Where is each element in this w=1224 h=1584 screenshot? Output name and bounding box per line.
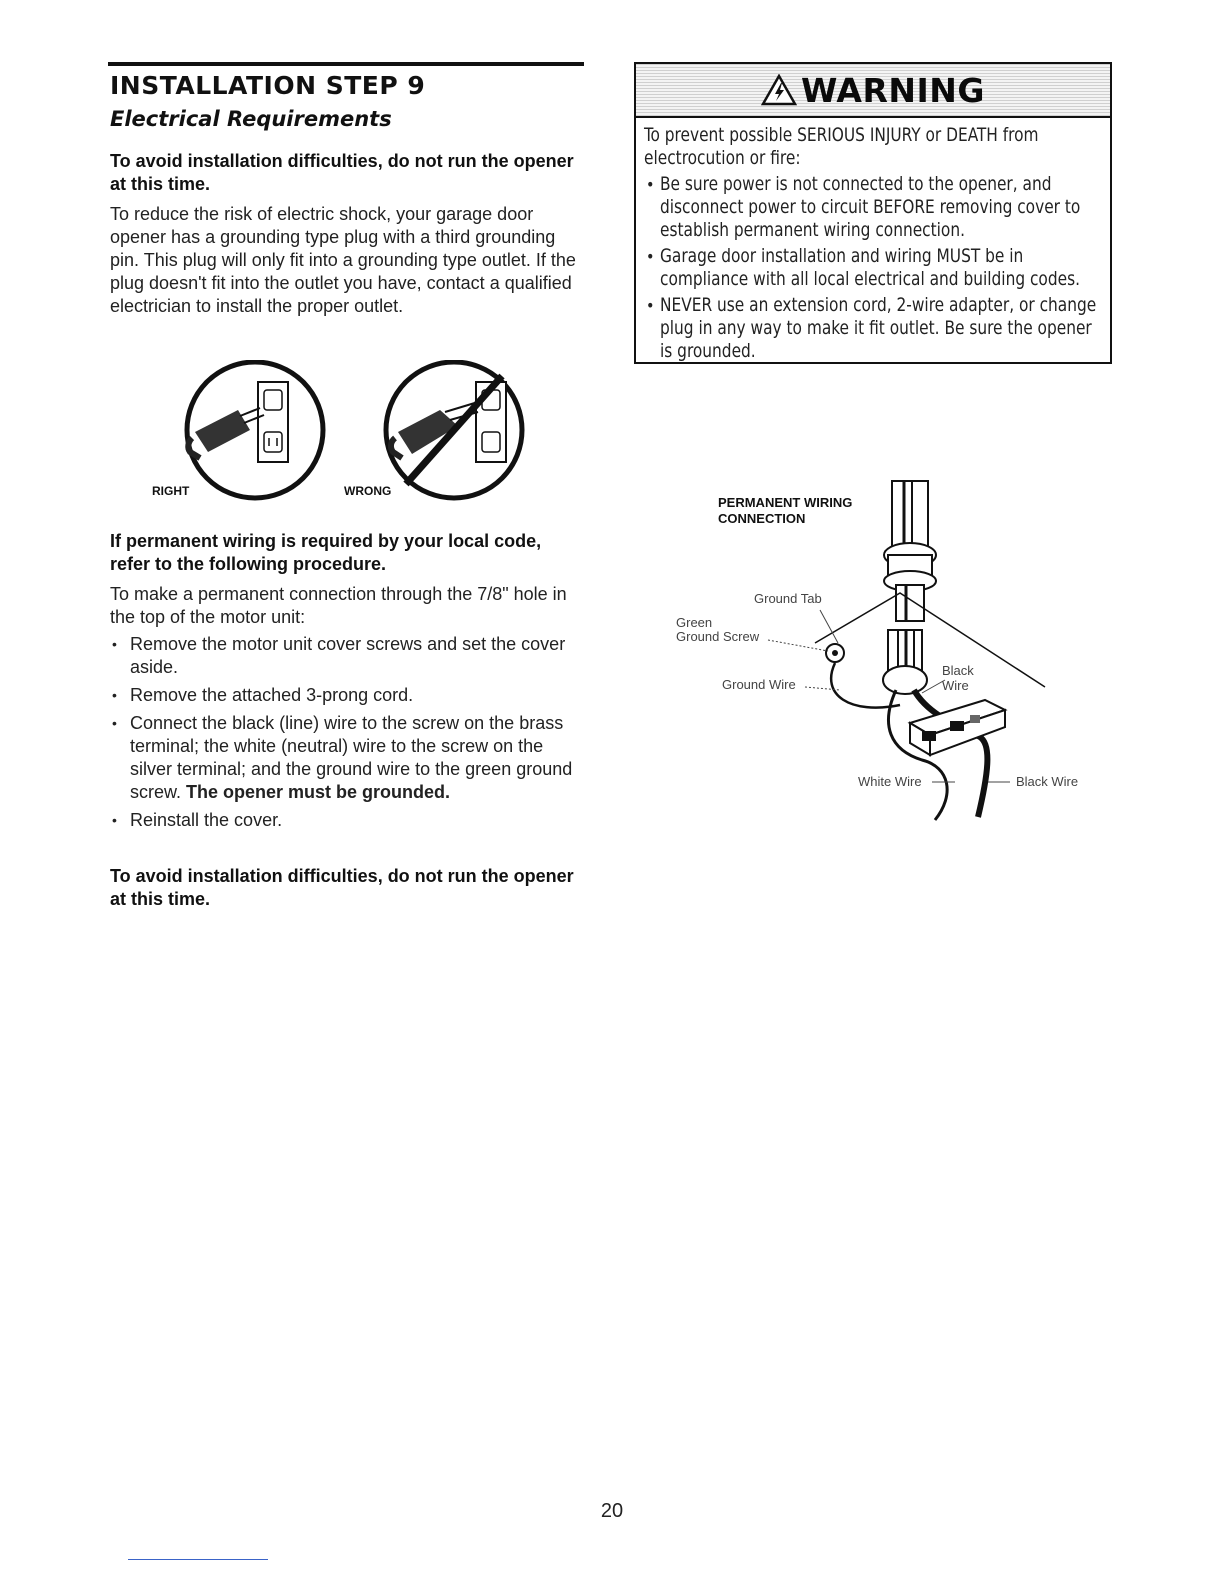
procedure-step: • Reinstall the cover. [110,809,580,832]
permanent-intro: To make a permanent connection through the 7/8" hole in the top of the motor unit: [110,584,567,627]
white-wire-label: White Wire [858,774,922,789]
wrong-label: WRONG [344,484,392,498]
wiring-title: PERMANENT WIRING CONNECTION [718,495,853,526]
procedure-step: • Remove the motor unit cover screws and set the cover aside. [110,633,580,679]
intro-paragraph: To reduce the risk of electric shock, your garage door opener has a grounding type plug with a third grounding pin. This plug will only fit into a grounding type outlet. If the plug doesn't fit into the outlet you have, contact a qualified electrician to install the proper outlet. [110,204,576,316]
black-wire-top-label: Black Wire [942,663,974,693]
warning-list [644,173,1100,363]
warning-title: WARNING [801,70,985,110]
caution-top: To avoid installation difficulties, do not run the opener at this time. [110,151,574,194]
header-rule [108,62,584,66]
grounded-note: The opener must be grounded. [186,782,451,802]
warning-intro: To prevent possible SERIOUS INJURY or DEATH from electrocution or fire: [644,124,1039,169]
page-number: 20 [600,1500,624,1522]
plug-outlet-figure [140,360,540,505]
step-header [110,62,588,132]
permanent-wiring-heading: If permanent wiring is required by your local code, refer to the following procedure. [110,531,542,574]
procedure-step: • Remove the attached 3-prong cord. [110,684,580,707]
ground-tab-label: Ground Tab [754,591,822,606]
warning-box [634,62,1112,364]
black-wire-bottom-label: Black Wire [1016,774,1079,789]
warning-body [636,118,1110,363]
procedure-list [110,633,580,837]
wiring-diagram [660,475,1100,835]
warning-header [636,64,1110,118]
wrong-plug-icon [386,362,522,498]
plug-illustration [140,360,540,505]
green-label: Green [676,615,713,630]
caution-bottom: To avoid installation difficulties, do not run the opener at this time. [110,866,574,909]
footer-rule [128,1559,268,1560]
procedure-step: • Connect the black (line) wire to the screw on the brass terminal; the white (neutral) wire to the screw on the silver terminal; and the ground wire to the green ground screw. The opener must be grounded. [110,712,580,804]
step-subtitle: Electrical Requirements [110,107,392,131]
warning-item: • Garage door installation and wiring MUST be in compliance with all local electrical and building codes. [644,245,1100,291]
step-title: INSTALLATION STEP 9 [110,71,426,100]
ground-wire-label: Ground Wire [722,677,796,692]
right-plug-icon [187,362,323,498]
warning-item: • NEVER use an extension cord, 2-wire adapter, or change plug in any way to make it fit outlet. Be sure the opener is grounded. [644,294,1100,363]
warning-triangle-icon [761,74,797,106]
right-label: RIGHT [152,484,190,498]
ground-screw-label: Ground Screw [676,629,760,644]
warning-item: • Be sure power is not connected to the opener, and disconnect power to circuit BEFORE removing cover to establish permanent wiring connection. [644,173,1100,242]
